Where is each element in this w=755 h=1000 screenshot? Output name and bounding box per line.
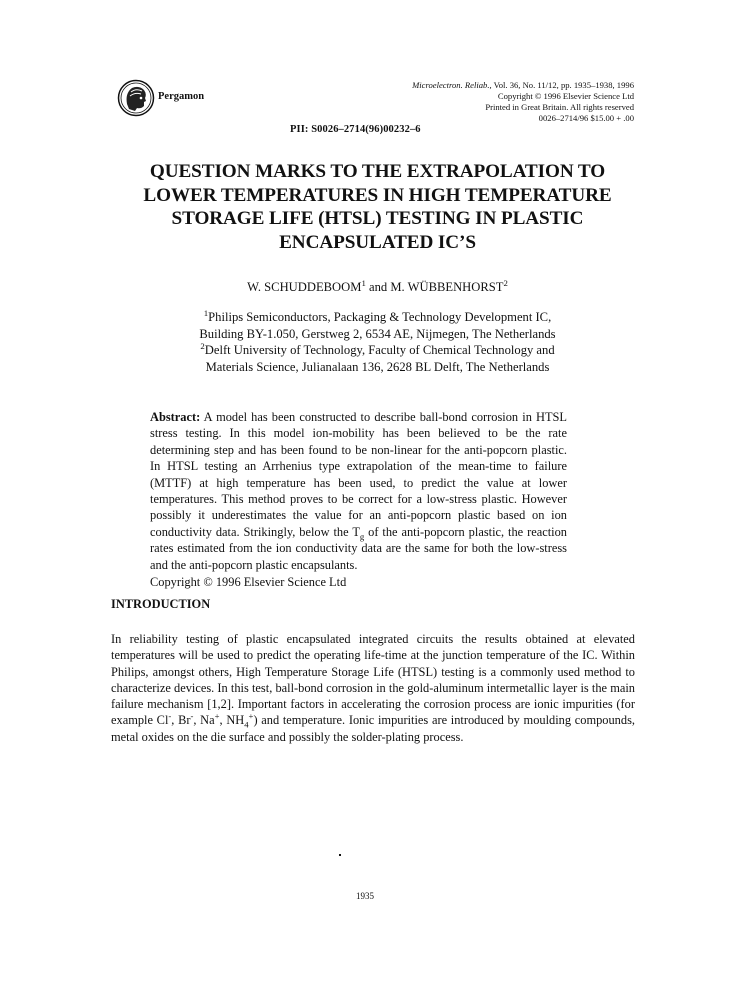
citation-volume-line: Microelectron. Reliab., Vol. 36, No. 11/12, pp. 1935–1938, 1996 bbox=[412, 80, 634, 90]
abstract-label: Abstract: bbox=[150, 410, 201, 424]
author-name: W. SCHUDDEBOOM bbox=[247, 280, 362, 294]
title-line: ENCAPSULATED IC’S bbox=[279, 231, 476, 253]
paper-title bbox=[80, 160, 675, 254]
section-heading-introduction: INTRODUCTION bbox=[111, 597, 211, 611]
journal-name: Microelectron. Reliab., bbox=[412, 80, 492, 90]
author-list: W. SCHUDDEBOOM$^1$ and M. WÜBBENHORST$^2$ bbox=[247, 277, 508, 294]
author-name: M. WÜBBENHORST bbox=[390, 280, 504, 294]
pergamon-logo-icon bbox=[117, 79, 155, 117]
affiliation-1-line-2: Building BY-1.050, Gerstweg 2, 6534 AE, Nijmegen, The Netherlands bbox=[199, 326, 556, 341]
introduction-paragraph: In reliability testing of plastic encapsulated integrated circuits the results obtained at elevated temperatures will be used to predict the operating life-time at the junction temperature of the IC. Within Philips, amongst others, High Temperature Storage Life (HTSL) testing is a commonly used method to characterize devices. In this test, ball-bond corrosion in the gold-aluminum intermetallic layer is the main failure mechanism [1,2]. Important factors in accelerating the corrosion process are ionic impurities (for example Cl-, Br-, Na+, $NH_4^+$) and temperature. Ionic impurities are introduced by moulding compounds, metal oxides on the die surface and possibly the solder-plating process. bbox=[111, 632, 635, 744]
abstract-body: Abstract: A model has been constructed to describe ball-bond corrosion in HTSL stress testing. In this model ion-mobility has been believed to be the rate determining step and has been found to be non-linear for the anti-popcorn plastic. In HTSL testing an Arrhenius type extrapolation of the mean-time to failure (MTTF) at high temperature has been used, to predict the value at lower temperatures. This method proves to be correct for a low-stress plastic. However possibly it underestimates the value for an anti-popcorn plastic based on ion conductivity data. Strikingly, below the $T_g$ of the anti-popcorn plastic, the reaction rates estimated from the ion conductivity data are the same for both the low-stress and the anti-popcorn plastic encapsulants. bbox=[150, 410, 567, 572]
scan-speck bbox=[339, 854, 341, 856]
introduction-body bbox=[111, 631, 635, 745]
affiliation-marker: 1 bbox=[361, 277, 366, 288]
title-line: LOWER TEMPERATURES IN HIGH TEMPERATURE bbox=[143, 184, 612, 206]
publisher-name: Pergamon bbox=[158, 91, 205, 102]
journal-citation bbox=[412, 80, 634, 124]
abstract-copyright: Copyright © 1996 Elsevier Science Ltd bbox=[150, 575, 347, 590]
citation-issn-line: 0026–2714/96 $15.00 + .00 bbox=[538, 113, 634, 123]
page-number: 1935 bbox=[356, 891, 374, 901]
title-line: QUESTION MARKS TO THE EXTRAPOLATION TO bbox=[149, 161, 606, 182]
pii-identifier: PII: S0026–2714(96)00232–6 bbox=[290, 124, 421, 135]
citation-printed-line: Printed in Great Britain. All rights reserved bbox=[485, 102, 634, 112]
affiliations bbox=[80, 309, 675, 375]
affiliation-2-line-1: $^2$Delft University of Technology, Faculty of Chemical Technology and bbox=[200, 340, 555, 357]
citation-copyright-line: Copyright © 1996 Elsevier Science Ltd bbox=[497, 91, 634, 101]
title-line: STORAGE LIFE (HTSL) TESTING IN PLASTIC bbox=[171, 208, 584, 229]
abstract bbox=[150, 409, 567, 590]
affiliation-2-line-2: Materials Science, Julianalaan 136, 2628 BL Delft, The Netherlands bbox=[205, 359, 550, 374]
affiliation-1-line-1: $^1$Philips Semiconductors, Packaging & Technology Development IC, bbox=[203, 307, 552, 324]
affiliation-marker: 2 bbox=[503, 277, 508, 288]
